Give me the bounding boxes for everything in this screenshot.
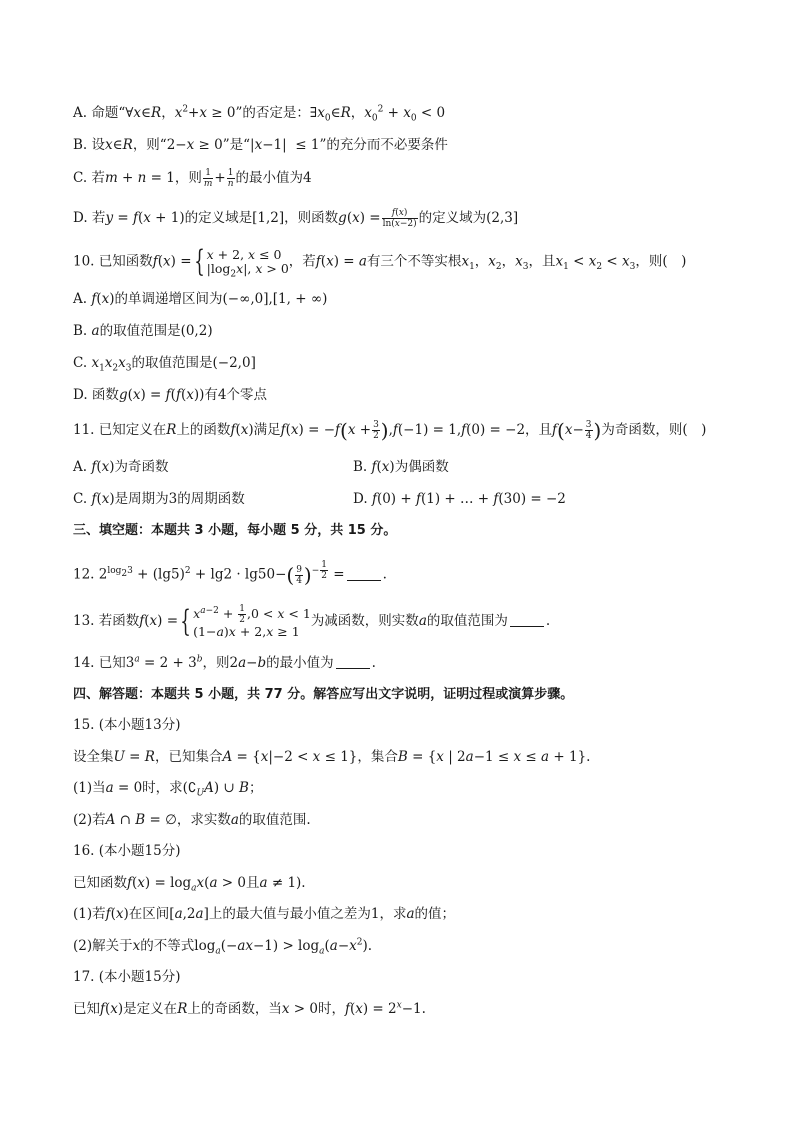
question-17-title: 17. (本小题15分) <box>73 969 181 985</box>
option-d: D. 若y = f(x + 1)的定义域是[1,2]，则函数g(x) = $\frac{f(x)}{\ln(x-2)}$ 的定义域为(2,3] <box>73 208 519 229</box>
question-12: 12. $2^{log_23} + (\lg 5)^2 + \lg 2 \cdot \lg 50-$( $\frac{9}{4}$ )$^{- \frac{1}{2}}$ = . <box>73 560 387 587</box>
q11-option-d: D. f(0) + f(1) + … + f(30) = −2 <box>353 491 566 507</box>
q11-option-b: B. f(x)为偶函数 <box>353 459 449 475</box>
question-11: 11. 已知定义在R上的函数f(x)满足f(x) = −f(x + $\frac{3}{2}$ ),f(−1) = 1,f(0) = −2，且f(x− $\frac{3}{4}$ )为奇函数，则( ) <box>73 418 707 443</box>
section-3-heading: 三、填空题：本题共 3 小题，每小题 5 分，共 15 分。 <box>73 523 397 538</box>
question-15-stem: 设全集U = R，已知集合A = {x|−2 < x ≤ 1}，集合B = {x | 2a−1 ≤ x ≤ a + 1}. <box>73 749 591 765</box>
option-b: B. 设x∈R，则“2−x ≥ 0”是“|x−1| ≤ 1”的充分而不必要条件 <box>73 137 448 153</box>
question-15-part-1: (1)当a = 0时，求$(∁_UA)$ ∪ B； <box>73 780 263 799</box>
option-c: C. 若m + n = 1，则 $\frac{1}{m}$ + $\frac{1}{n}$ 的最小值为4 <box>73 168 312 189</box>
question-17-stem: 已知f(x)是定义在R上的奇函数，当x > 0时，$f(x) = 2^x-1$. <box>73 1000 426 1017</box>
q10-option-b: B. a的取值范围是(0,2) <box>73 323 213 339</box>
question-14: 14. 已知$3^a = 2 + 3^b$，则2a−b的最小值为 . <box>73 654 376 671</box>
question-16-stem: 已知函数$f(x) = \log_ax(a > 0$且a ≠ 1). <box>73 875 306 894</box>
q11-option-c: C. f(x)是周期为3的周期函数 <box>73 491 245 507</box>
option-a: A. 命题“∀x∈R，$x^2+x \ge 0$”的否定是：$\exists x_0\in R$，$x_0^2 + x_0 < 0$ <box>73 104 446 124</box>
section-4-heading: 四、解答题：本题共 5 小题，共 77 分。解答应写出文字说明，证明过程或演算步骤。 <box>73 687 574 702</box>
question-10: 10. 已知函数f(x) ={ x + 2, x ≤ 0 $|\log_2x|$, x > 0，若f(x) = a有三个不等实根$x_1$，$x_2$，$x_3$，且$x_1 < x_2 < x_3$，则( ) <box>73 244 687 280</box>
question-13: 13. 若函数f(x) ={ $x^{a-2}$ + $\frac{1}{2}$ ,0 < x < 1 (1−a)x + 2,x ≥ 1为减函数，则实数a的取值范围为 . <box>73 603 551 639</box>
q10-option-d: D. 函数g(x) = f(f(x))有4个零点 <box>73 387 267 403</box>
question-15-title: 15. (本小题13分) <box>73 717 181 733</box>
q11-option-a: A. f(x)为奇函数 <box>73 459 169 475</box>
q10-option-c: C. $x_1x_2x_3$的取值范围是(−2,0] <box>73 355 256 374</box>
question-15-part-2: (2)若A ∩ B = ∅，求实数a的取值范围. <box>73 812 311 828</box>
q10-option-a: A. f(x)的单调递增区间为(−∞,0],[1, + ∞) <box>73 291 328 307</box>
question-16-part-2: (2)解关于x的不等式$\log_a(-ax-1) > \log_a(a-x^2)$. <box>73 937 373 957</box>
question-16-title: 16. (本小题15分) <box>73 843 181 859</box>
question-16-part-1: (1)若f(x)在区间[a,2a]上的最大值与最小值之差为1，求a的值； <box>73 906 456 922</box>
